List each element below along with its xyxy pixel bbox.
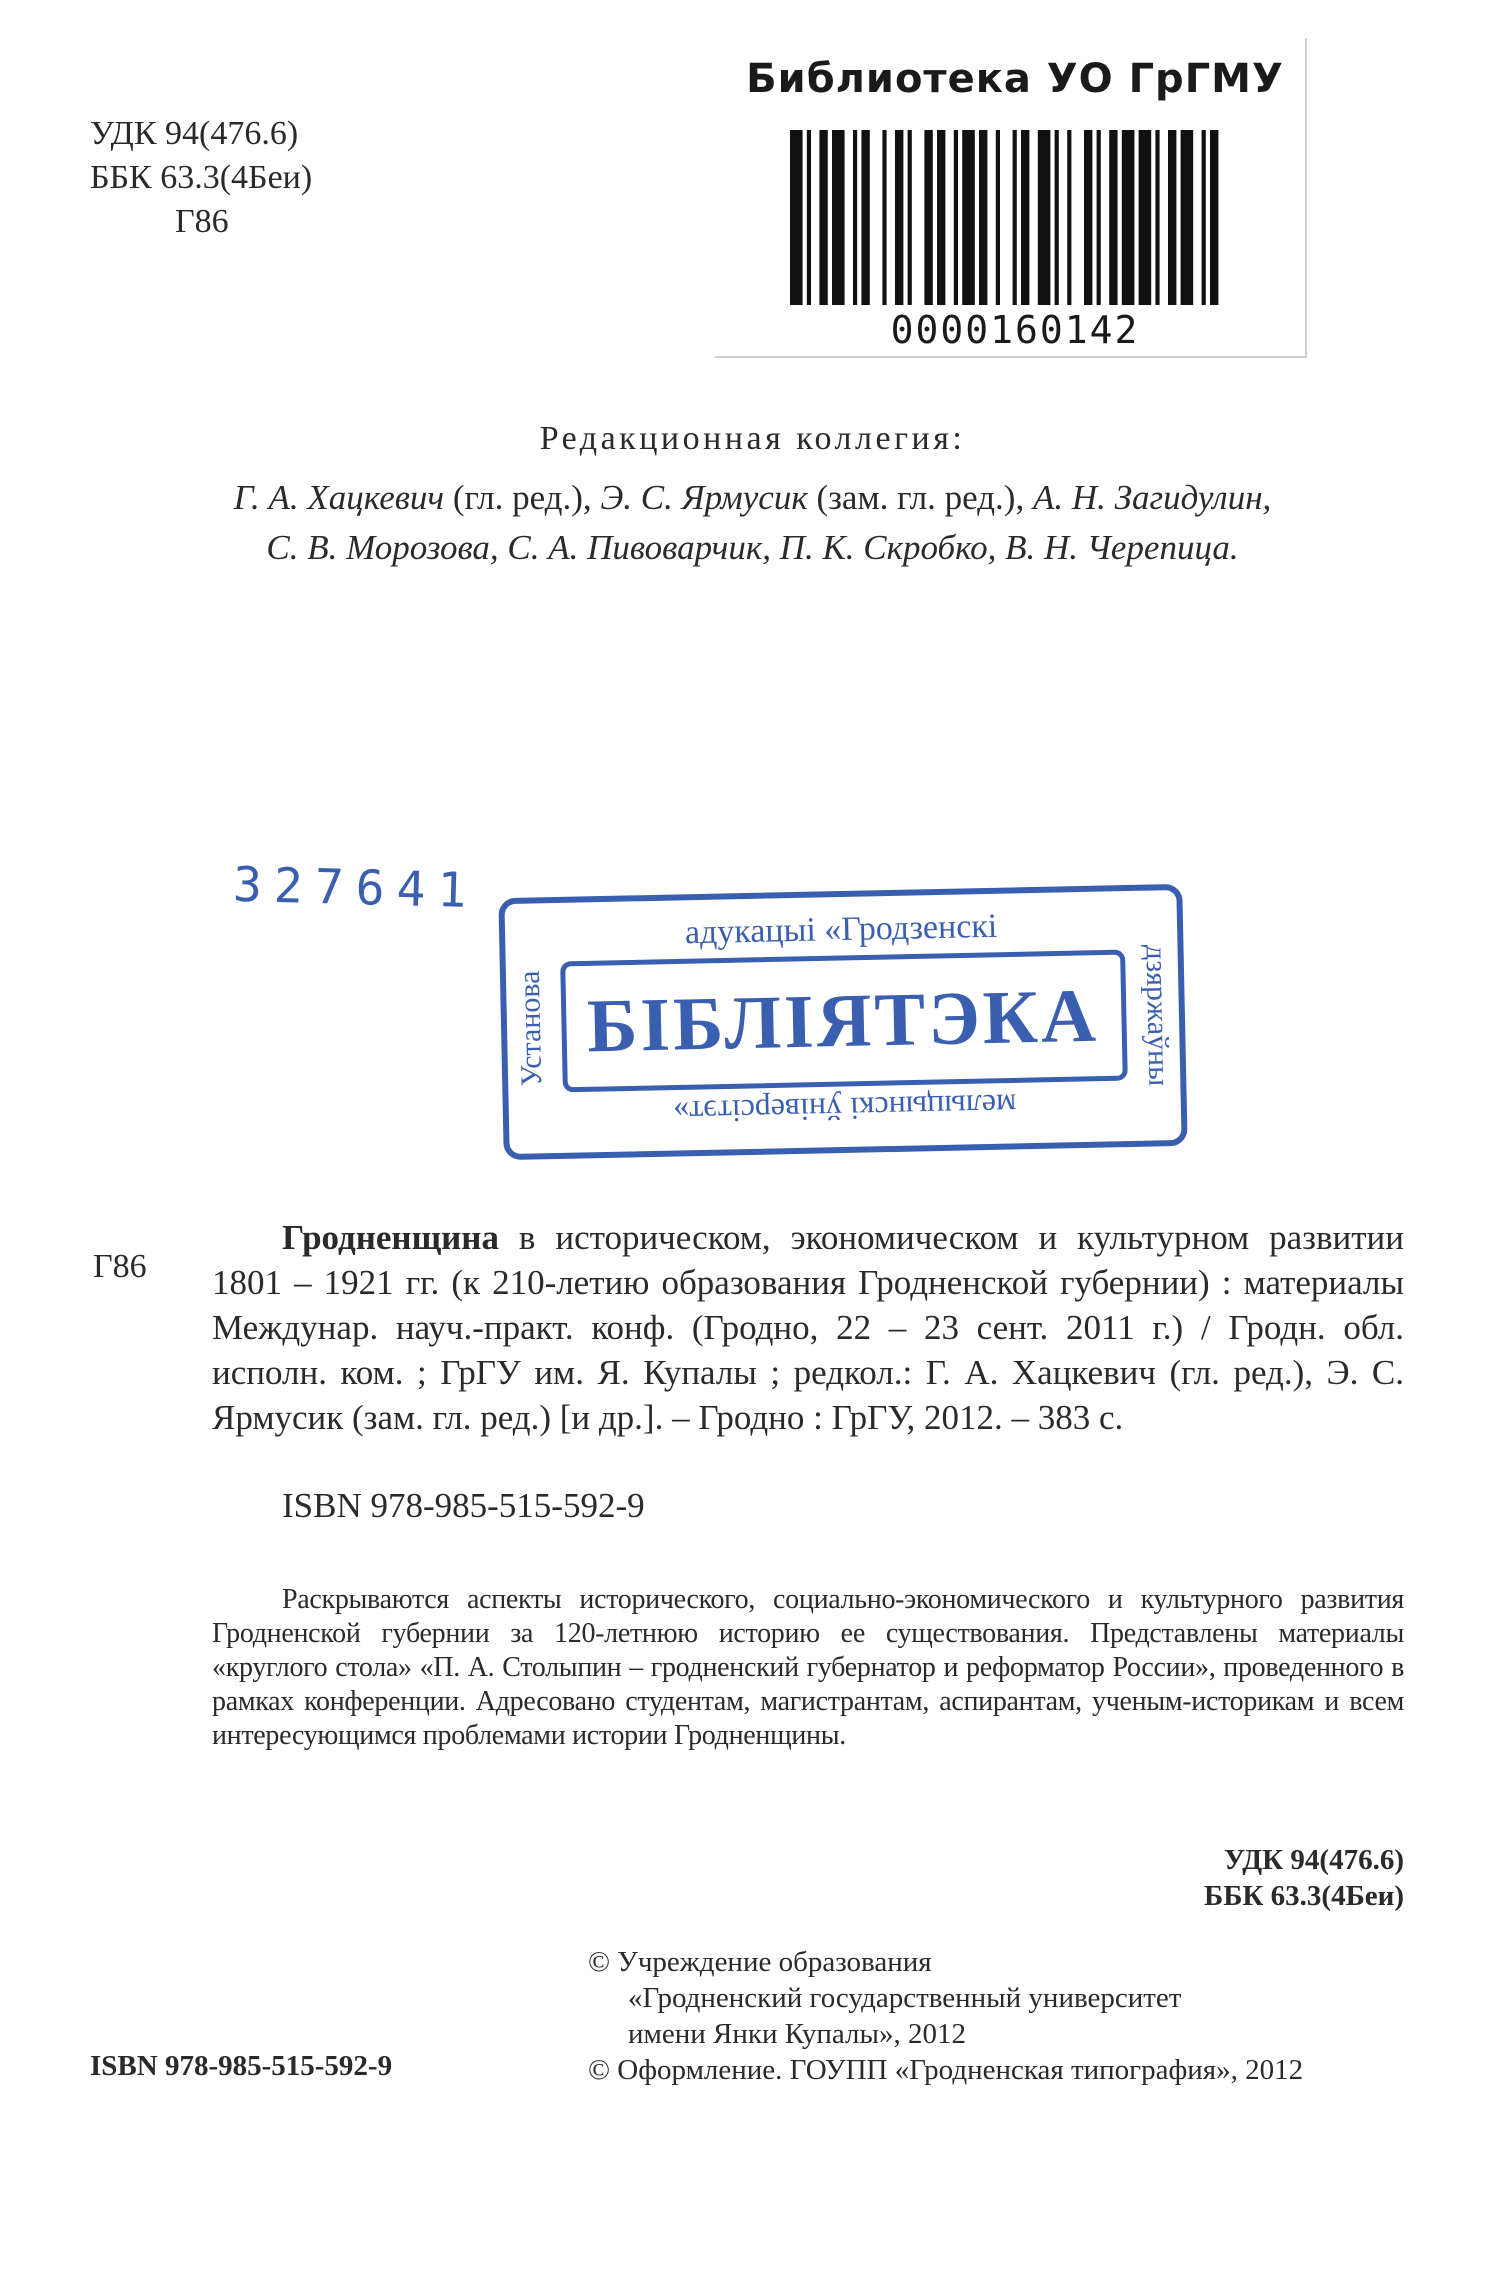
editorial-board-line-2: С. В. Морозова, С. А. Пивоварчик, П. К. Скробко, В. Н. Черепица. xyxy=(266,528,1239,567)
editor-name: Г. А. Хацкевич xyxy=(233,478,445,517)
classification-bottom xyxy=(1000,1842,1404,1914)
editor-role: (гл. ред.), xyxy=(444,478,601,517)
stamp-top-text: адукацыі «Гродзенскі xyxy=(684,907,998,952)
bibliographic-entry xyxy=(212,1215,1404,1440)
copyright-block xyxy=(588,1944,1408,2088)
stamp-center-text: БІБЛІЯТЭКА xyxy=(586,973,1100,1069)
bbk-code: ББК 63.3(4Беи) xyxy=(90,159,313,196)
inventory-number: 327641 xyxy=(232,856,480,920)
copyright-line-4: © Оформление. ГОУПП «Гродненская типография», 2012 xyxy=(588,2054,1304,2086)
entry-title: Гродненщина xyxy=(282,1218,499,1257)
entry-text: в историческом, экономическом и культурном развитии 1801 – 1921 гг. (к 210-летию образования Гродненской губернии) : материалы Междунар. науч.-практ. конф. (Гродно, 22 – 23 сент. 2011 г.) / Гродн. обл. исполн. ком. ; ГрГУ им. Я. Купалы ; редкол.: Г. А. Хацкевич (гл. ред.), Э. С. Ярмусик (зам. гл. ред.) [и др.]. – Гродно : ГрГУ, 2012. – 383 с. xyxy=(212,1218,1404,1437)
editorial-board-heading: Редакционная коллегия: xyxy=(539,420,966,457)
stamp-right-text: дзяржаўны xyxy=(1139,944,1176,1087)
editorial-board-line-1 xyxy=(0,478,1505,518)
udk-code: УДК 94(476.6) xyxy=(90,115,299,152)
udk-header xyxy=(90,112,312,244)
deputy-editor-name: Э. С. Ярмусик xyxy=(600,478,808,517)
isbn-bottom: ISBN 978-985-515-592-9 xyxy=(90,2050,393,2082)
copyright-line-1: © Учреждение образования xyxy=(588,1946,932,1978)
member-name: А. Н. Загидулин, xyxy=(1032,478,1272,517)
udk-code-bottom: УДК 94(476.6) xyxy=(1223,1844,1404,1876)
bbk-code-bottom: ББК 63.3(4Беи) xyxy=(1204,1880,1404,1912)
entry-isbn: ISBN 978-985-515-592-9 xyxy=(282,1486,645,1525)
stamp-left-text: Установа xyxy=(512,970,549,1087)
barcode-number: 0000160142 xyxy=(890,308,1140,352)
copyright-line-3: имени Янки Купалы», 2012 xyxy=(628,2018,967,2050)
barcode-icon xyxy=(790,130,1230,305)
library-barcode-label xyxy=(715,38,1307,358)
barcode-library-name: Библиотека УО ГрГМУ xyxy=(746,56,1284,102)
library-stamp xyxy=(495,881,1190,1163)
author-mark: Г86 xyxy=(175,203,229,240)
card-author-mark: Г86 xyxy=(93,1248,147,1285)
deputy-editor-role: (зам. гл. ред.), xyxy=(807,478,1033,517)
copyright-line-2: «Гродненский государственный университет xyxy=(628,1982,1182,2014)
annotation: Раскрываются аспекты исторического, социально-экономического и культурного развития Гродненской губернии за 120-летнюю историю ее существования. Представлены материалы «круглого стола» «П. А. Столыпин – гродненский губернатор и реформатор России», проведенного в рамках конференции. Адресовано студентам, магистрантам, аспирантам, ученым-историкам и всем интересующимся проблемами истории Гродненщины. xyxy=(212,1584,1404,1751)
stamp-bottom-text: мелыцынскі ўніверсітэт» xyxy=(672,1087,1017,1131)
